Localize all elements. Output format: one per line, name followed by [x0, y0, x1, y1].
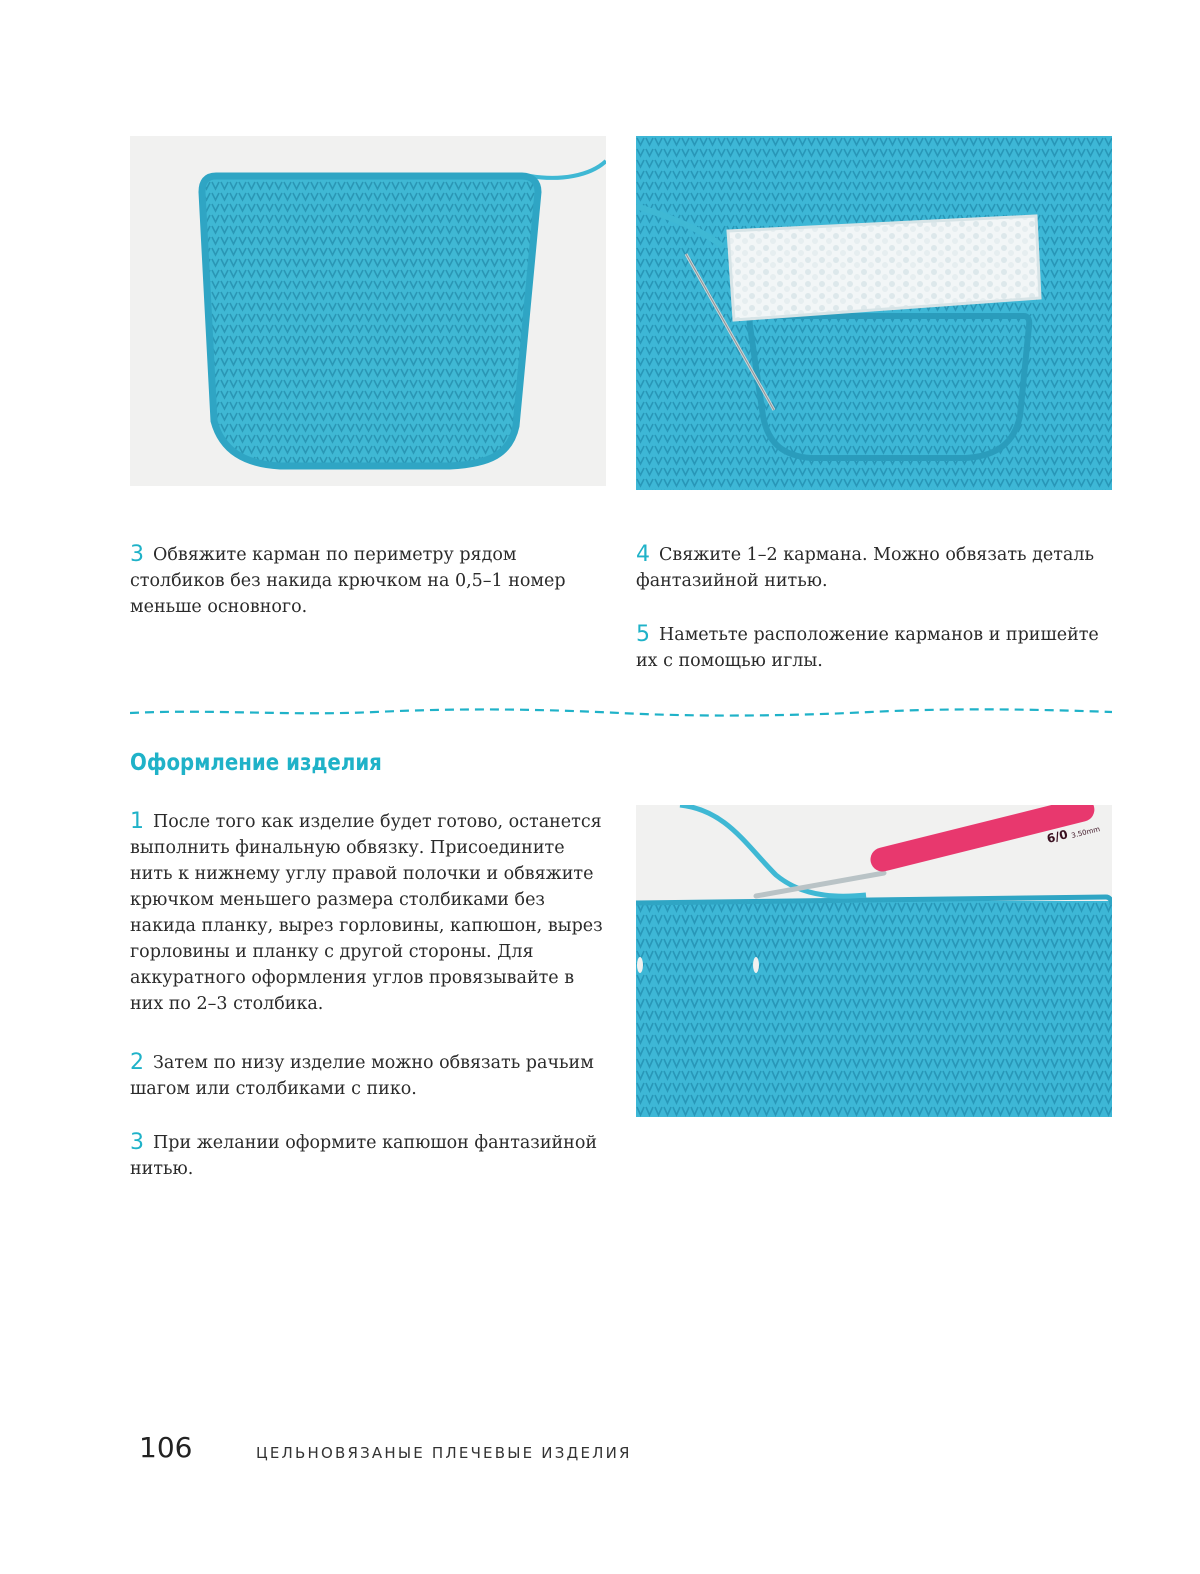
- pocket-attach-step: [636, 621, 1112, 674]
- pocket-knitting-step: [636, 541, 1112, 594]
- step-number: 1: [130, 809, 144, 834]
- pocket-sewing-photo: [636, 136, 1112, 490]
- hood-decor-step: [130, 1129, 606, 1182]
- step-text: Обвяжите карман по периметру рядом столбиков без накида крючком на 0,5–1 номер меньше основного.: [130, 545, 566, 617]
- hook-mm-label: 3.50mm: [1070, 825, 1101, 840]
- pocket-edging-step: [130, 541, 606, 620]
- hook-size-label: 6/0: [1045, 827, 1070, 846]
- section-title: Оформление изделия: [130, 750, 382, 776]
- step-number: 2: [130, 1050, 144, 1075]
- step-number: 4: [636, 542, 650, 567]
- step-text: После того как изделие будет готово, останется выполнить финальную обвязку. Присоедините нить к нижнему углу правой полочки и обвяжите крючком меньшего размера столбиками без накида планку, вырез горловины, капюшон, вырез горловины и планку с другой стороны. Для аккуратного оформления углов провязывайте в них по 2–3 столбика.: [130, 812, 603, 1014]
- step-text: Свяжите 1–2 кармана. Можно обвязать деталь фантазийной нитью.: [636, 545, 1094, 591]
- final-edging-step: [130, 808, 606, 1017]
- step-text: При желании оформите капюшон фантазийной нитью.: [130, 1133, 598, 1179]
- page-number: 106: [139, 1431, 193, 1464]
- bottom-edging-step: [130, 1049, 606, 1102]
- step-number: 3: [130, 1130, 144, 1155]
- step-number: 3: [130, 542, 144, 567]
- dashed-divider: [130, 706, 1112, 718]
- step-text: Затем по низу изделие можно обвязать рачьим шагом или столбиками с пико.: [130, 1053, 594, 1099]
- crochet-pocket-photo: [130, 136, 606, 486]
- edging-hook-photo: [636, 805, 1112, 1117]
- running-title: ЦЕЛЬНОВЯЗАНЫЕ ПЛЕЧЕВЫЕ ИЗДЕЛИЯ: [256, 1444, 632, 1462]
- step-number: 5: [636, 622, 650, 647]
- step-text: Наметьте расположение карманов и пришейте их с помощью иглы.: [636, 625, 1099, 671]
